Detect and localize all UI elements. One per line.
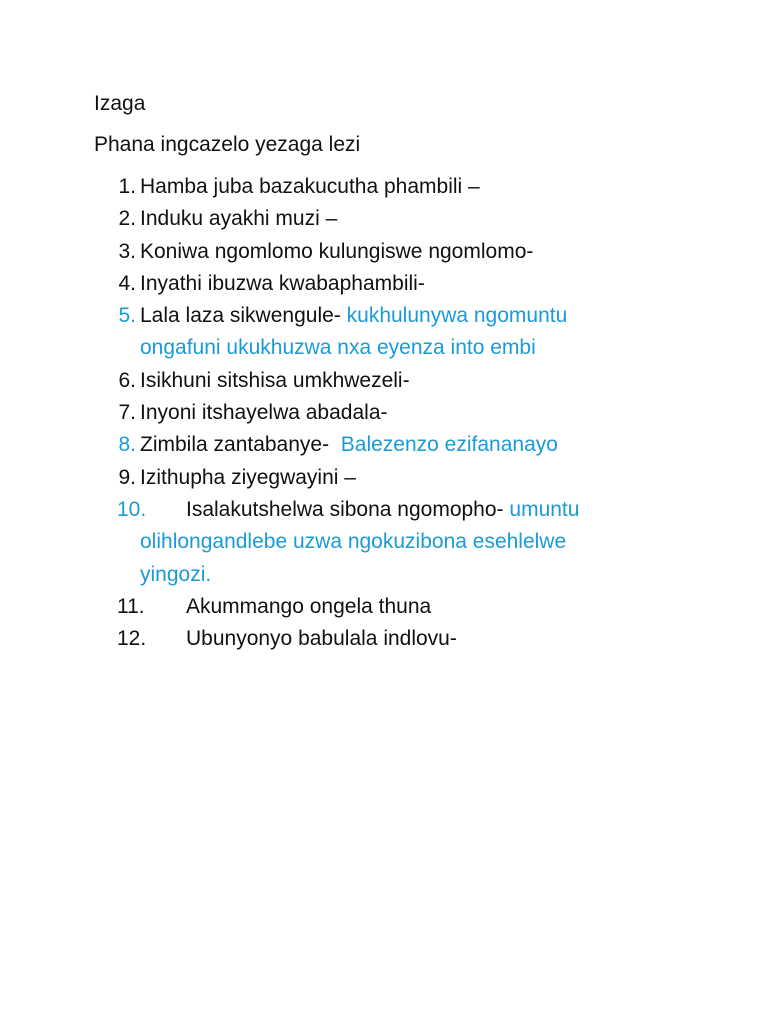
- list-item: [0, 171, 768, 203]
- list-item: [0, 397, 768, 429]
- list-item: [0, 236, 768, 268]
- list-item: [0, 365, 768, 397]
- list-item: [0, 591, 768, 623]
- item-number: 9.: [118, 465, 136, 489]
- list-item: [0, 203, 768, 235]
- item-number: 8.: [118, 433, 136, 457]
- proverb-text: Isikhuni sitshisa umkhwezeli-: [140, 368, 410, 392]
- proverb-text: Lala laza sikwengule-: [140, 304, 341, 328]
- proverb-text: Hamba juba bazakucutha phambili –: [140, 175, 480, 198]
- proverb-answer-continued: ongafuni ukukhuzwa nxa eyenza into embi: [140, 336, 536, 360]
- proverb-line: [140, 429, 558, 461]
- proverb-text: Zimbila zantabanye-: [140, 433, 330, 457]
- list-item: [0, 462, 768, 494]
- document-title: Izaga: [94, 92, 146, 115]
- proverb-text: Isalakutshelwa sibona ngomopho-: [186, 497, 504, 521]
- proverb-answer: umuntu: [509, 497, 580, 521]
- item-number: 6.: [118, 368, 136, 392]
- list-item: [0, 268, 768, 300]
- item-number: 4.: [118, 271, 136, 295]
- proverb-answer-continued: yingozi.: [140, 562, 212, 586]
- list-item: [0, 429, 768, 461]
- proverb-answer: Balezenzo ezifananayo: [340, 433, 558, 457]
- proverb-text: Izithupha ziyegwayini –: [140, 465, 356, 489]
- item-number: 10.: [117, 497, 147, 521]
- proverb-answer-continued: olihlongandlebe uzwa ngokuzibona esehlelwe: [140, 530, 567, 554]
- proverb-answer: kukhulunywa ngomuntu: [346, 304, 568, 328]
- proverb-text: Inyathi ibuzwa kwabaphambili-: [140, 271, 425, 295]
- document-instruction: Phana ingcazelo yezaga lezi: [94, 133, 361, 156]
- item-number: 1.: [118, 175, 136, 198]
- list-item: [0, 494, 768, 591]
- proverb-line: [186, 494, 579, 526]
- item-number: 5.: [118, 304, 136, 328]
- list-item: [0, 300, 768, 365]
- proverb-list: [0, 171, 768, 655]
- list-item: [0, 623, 768, 655]
- proverb-text: Akummango ongela thuna: [186, 594, 432, 618]
- item-number: 12.: [117, 627, 147, 651]
- item-number: 11.: [117, 594, 145, 618]
- proverb-text: Induku ayakhi muzi –: [140, 207, 338, 231]
- item-number: 3.: [118, 239, 136, 263]
- proverb-text: Koniwa ngomlomo kulungiswe ngomlomo-: [140, 239, 534, 263]
- proverb-text: Ubunyonyo babulala indlovu-: [186, 627, 457, 651]
- item-number: 2.: [118, 207, 136, 231]
- proverb-line: [140, 300, 567, 332]
- proverb-text: Inyoni itshayelwa abadala-: [140, 401, 388, 425]
- item-number: 7.: [118, 401, 136, 425]
